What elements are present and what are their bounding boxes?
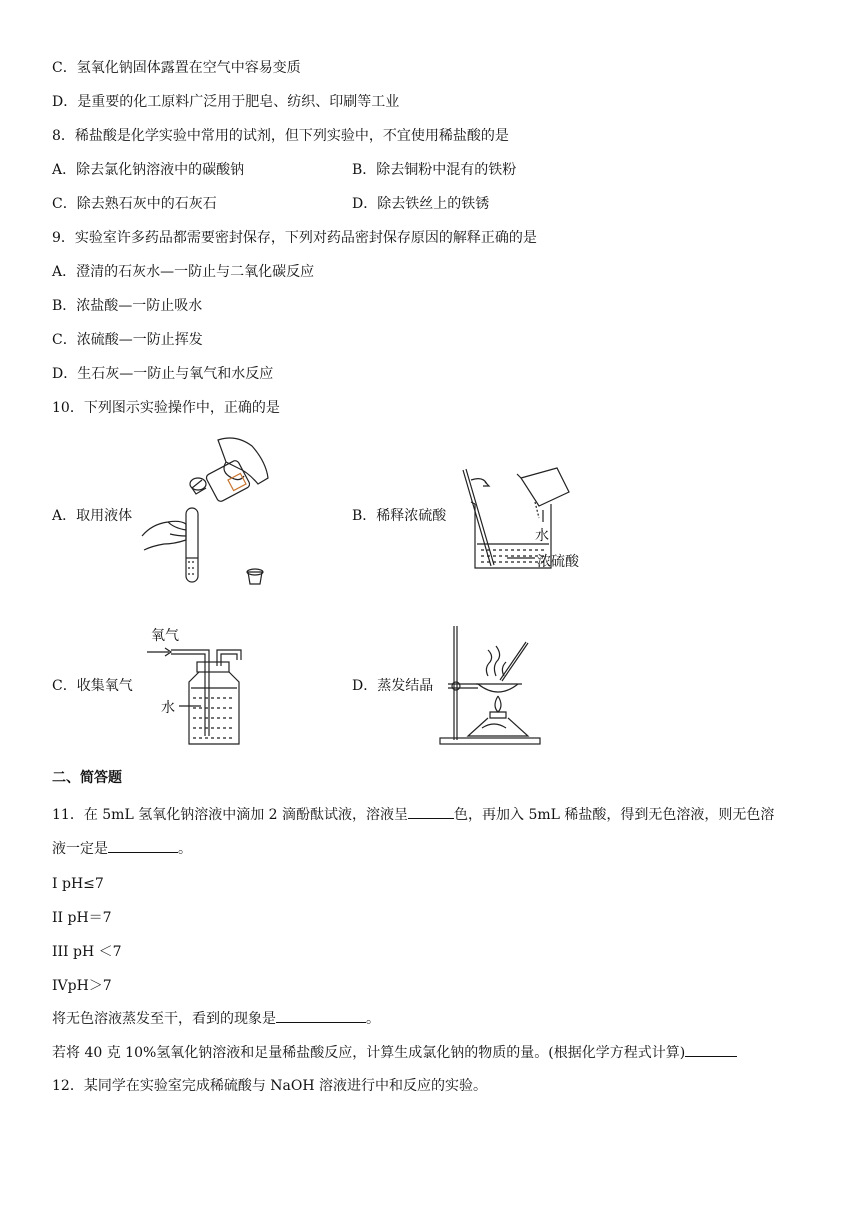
figure-label-oxygen: 氧气 xyxy=(151,628,179,644)
q10-option-c: C．收集氧气 xyxy=(52,678,133,694)
q11-choice-4: IVpH＞7 xyxy=(52,978,112,994)
section-title: 二、简答题 xyxy=(52,770,122,786)
q11-evap-start: 将无色溶液蒸发至干，看到的现象是 xyxy=(52,1011,276,1027)
q11-choice-1: I pH≤7 xyxy=(52,876,104,892)
q7-option-d: D．是重要的化工原料广泛用于肥皂、纺织、印刷等工业 xyxy=(52,94,400,110)
answer-blank-phenomenon[interactable] xyxy=(276,1008,366,1023)
q11-evap-end: 。 xyxy=(366,1011,380,1027)
figure-label-water: 水 xyxy=(535,528,549,544)
q10-option-d: D．蒸发结晶 xyxy=(352,678,434,694)
q7-option-c: C．氢氧化钠固体露置在空气中容易变质 xyxy=(52,60,301,76)
answer-blank-color[interactable] xyxy=(408,804,454,819)
q9-option-b: B．浓盐酸—一防止吸水 xyxy=(52,298,203,314)
q12-stem: 12．某同学在实验室完成稀硫酸与 NaOH 溶液进行中和反应的实验。 xyxy=(52,1078,487,1094)
q11-line2 xyxy=(52,838,192,859)
q10-option-a: A．取用液体 xyxy=(52,508,133,524)
q11-calculation xyxy=(52,1042,737,1063)
figure-liquid-pouring xyxy=(140,432,280,592)
q8-option-a: A．除去氯化钠溶液中的碳酸钠 xyxy=(52,162,245,178)
q8-option-b: B．除去铜粉中混有的铁粉 xyxy=(352,162,517,178)
q9-stem: 9．实验室许多药品都需要密封保存，下列对药品密封保存原因的解释正确的是 xyxy=(52,230,537,246)
q11-line1 xyxy=(52,804,774,825)
figure-label-water-c: 水 xyxy=(161,700,175,716)
q10-stem: 10．下列图示实验操作中，正确的是 xyxy=(52,400,280,416)
q11-line1-end: 色，再加入 5mL 稀盐酸，得到无色溶液，则无色溶 xyxy=(454,807,775,823)
answer-blank-solution[interactable] xyxy=(108,838,178,853)
figure-oxygen-collection xyxy=(145,626,255,748)
q11-calc-text: 若将 40 克 10%氢氧化钠溶液和足量稀盐酸反应，计算生成氯化钠的物质的量。(根据化学方程式计算) xyxy=(52,1045,686,1061)
q11-choice-2: II pH＝7 xyxy=(52,910,112,926)
figure-acid-dilution xyxy=(455,462,595,580)
q11-choice-3: III pH ＜7 xyxy=(52,944,122,960)
q9-option-d: D．生石灰—一防止与氧气和水反应 xyxy=(52,366,274,382)
q8-option-d: D．除去铁丝上的铁锈 xyxy=(352,196,490,212)
q9-option-a: A．澄清的石灰水—一防止与二氧化碳反应 xyxy=(52,264,315,280)
q11-line2-start: 液一定是 xyxy=(52,841,108,857)
q9-option-c: C．浓硫酸—一防止挥发 xyxy=(52,332,203,348)
q10-option-b: B．稀释浓硫酸 xyxy=(352,508,447,524)
q11-line1-start: 11．在 5mL 氢氧化钠溶液中滴加 2 滴酚酞试液，溶液呈 xyxy=(52,807,409,823)
q8-option-c: C．除去熟石灰中的石灰石 xyxy=(52,196,217,212)
figure-label-acid: 浓硫酸 xyxy=(537,554,579,570)
figure-evaporation xyxy=(438,620,548,746)
q11-evaporation xyxy=(52,1008,380,1029)
q8-stem: 8．稀盐酸是化学实验中常用的试剂，但下列实验中，不宜使用稀盐酸的是 xyxy=(52,128,509,144)
answer-blank-moles[interactable] xyxy=(685,1042,737,1057)
q11-line2-end: 。 xyxy=(178,841,192,857)
